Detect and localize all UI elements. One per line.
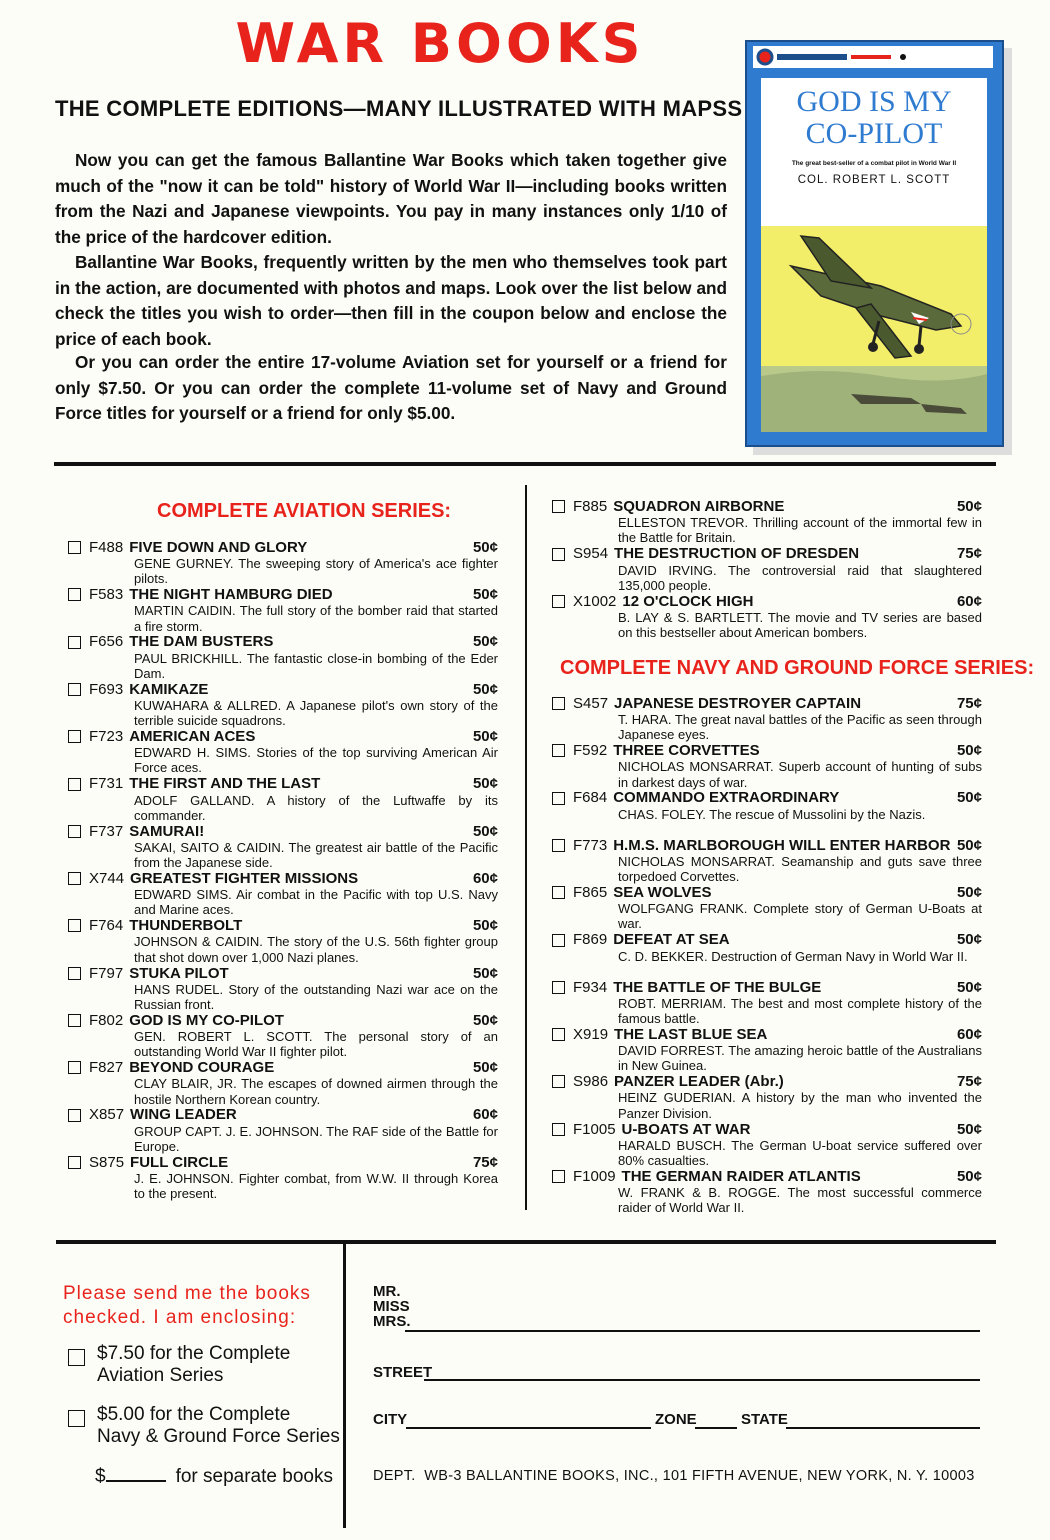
option-navy-line2: Navy & Ground Force Series	[97, 1426, 340, 1447]
book-checkbox[interactable]	[68, 872, 81, 885]
option-aviation-set[interactable]	[68, 1343, 290, 1387]
book-description: T. HARA. The great naval battles of the Pacific as seen through Japanese eyes.	[618, 712, 982, 743]
book-item-x857[interactable]	[68, 1107, 498, 1155]
book-code: S954	[573, 545, 609, 563]
book-description: DAVID FORREST. The amazing heroic battle of the Australians in New Guinea.	[618, 1043, 982, 1074]
book-title: GOD IS MY CO-PILOT	[129, 1011, 284, 1029]
book-price: 60¢	[956, 1025, 982, 1043]
book-price: 75¢	[956, 545, 982, 563]
cover-tagline: The great best-seller of a combat pilot in World War II	[791, 160, 957, 167]
book-description: NICHOLAS MONSARRAT. Seamanship and guts save three torpedoed Corvettes.	[618, 853, 982, 885]
book-checkbox[interactable]	[68, 541, 81, 554]
cover-top-strip	[753, 46, 993, 68]
book-description: B. LAY & S. BARTLETT. The movie and TV series are based on this bestseller about American bombers.	[618, 610, 982, 641]
city-label: CITY	[373, 1411, 408, 1428]
book-description: DAVID IRVING. The controversial raid that slaughtered 135,000 people.	[618, 562, 982, 593]
option-navy-set[interactable]	[68, 1404, 340, 1448]
book-checkbox[interactable]	[68, 1109, 81, 1122]
book-price: 50¢	[956, 884, 982, 902]
book-description: CLAY BLAIR, JR. The escapes of downed airmen through the hostile Northern Korean country.	[134, 1076, 498, 1107]
book-checkbox[interactable]	[68, 636, 81, 649]
book-description: GENE GURNEY. The sweeping story of America's ace fighter pilots.	[134, 556, 498, 587]
book-code: F802	[89, 1011, 124, 1029]
book-code: F684	[573, 789, 608, 807]
book-title: FIVE DOWN AND GLORY	[129, 538, 308, 556]
book-code: F723	[89, 728, 124, 746]
book-description: HEINZ GUDERIAN. A history by the man who invented the Panzer Division.	[618, 1090, 982, 1121]
book-price: 50¢	[956, 978, 982, 996]
book-code: F693	[89, 680, 124, 698]
book-item-f865[interactable]	[552, 884, 982, 932]
book-description: JOHNSON & CAIDIN. The story of the U.S. 56th fighter group that shot down over 1,000 Nazi planes.	[134, 934, 498, 965]
book-checkbox[interactable]	[552, 886, 565, 899]
cover-title: GOD IS MY CO-PILOT	[796, 85, 952, 150]
book-item-f723[interactable]	[68, 728, 498, 776]
book-code: S986	[573, 1073, 609, 1091]
book-checkbox[interactable]	[552, 595, 565, 608]
book-code: F865	[573, 884, 608, 902]
book-code: F592	[573, 742, 608, 760]
book-title: THREE CORVETTES	[613, 742, 760, 760]
navy-set-checkbox[interactable]	[68, 1410, 85, 1427]
book-description: HANS RUDEL. Story of the outstanding Nazi war ace on the Russian front.	[134, 981, 498, 1012]
book-code: F731	[89, 775, 124, 793]
cover-author: COL. ROBERT L. SCOTT	[797, 174, 951, 186]
book-price: 50¢	[472, 1059, 498, 1077]
state-label: STATE	[741, 1411, 788, 1428]
book-item-f583[interactable]	[68, 586, 498, 634]
dollar-sign: $	[95, 1466, 106, 1487]
book-description: GROUP CAPT. J. E. JOHNSON. The RAF side of the Battle for Europe.	[134, 1123, 498, 1154]
book-item-f934[interactable]	[552, 979, 982, 1027]
book-price: 50¢	[956, 1167, 982, 1185]
book-checkbox[interactable]	[552, 548, 565, 561]
book-title: DEFEAT AT SEA	[613, 931, 730, 949]
book-item-f656[interactable]	[68, 634, 498, 682]
book-item-f737[interactable]	[68, 823, 498, 871]
book-title: AMERICAN ACES	[129, 728, 256, 746]
book-checkbox[interactable]	[552, 1123, 565, 1136]
book-code: F934	[573, 978, 608, 996]
book-price: 50¢	[472, 822, 498, 840]
book-description: J. E. JOHNSON. Fighter combat, from W.W. II through Korea to the present.	[134, 1170, 498, 1202]
book-description: C. D. BEKKER. Destruction of German Navy in World War II.	[618, 948, 968, 964]
book-code: F1005	[573, 1120, 616, 1138]
zone-input[interactable]	[695, 1427, 737, 1429]
book-title: U-BOATS AT WAR	[621, 1120, 751, 1138]
book-price: 50¢	[956, 1120, 982, 1138]
state-input[interactable]	[786, 1427, 980, 1429]
book-code: S457	[573, 694, 609, 712]
book-checkbox[interactable]	[552, 744, 565, 757]
book-description: EDWARD SIMS. Air combat in the Pacific with top U.S. Navy and Marine aces.	[134, 887, 498, 918]
book-description: HARALD BUSCH. The German U-boat service suffered over 80% casualties.	[618, 1137, 982, 1168]
book-description: GEN. ROBERT L. SCOTT. The personal story of an outstanding World War II fighter pilot.	[134, 1029, 498, 1060]
book-title: GREATEST FIGHTER MISSIONS	[130, 869, 359, 887]
book-item-s875[interactable]	[68, 1154, 498, 1202]
book-price: 50¢	[472, 775, 498, 793]
book-description: ROBT. MERRIAM. The best and most complete history of the famous battle.	[618, 995, 982, 1027]
book-price: 60¢	[472, 1106, 498, 1124]
book-price: 50¢	[472, 728, 498, 746]
separate-books-label: for separate books	[175, 1466, 333, 1487]
book-checkbox[interactable]	[68, 1156, 81, 1169]
book-description: ELLESTON TREVOR. Thrilling account of the immortal few in the Battle for Britain.	[618, 515, 982, 546]
aviation-series-heading: COMPLETE AVIATION SERIES:	[157, 500, 452, 522]
book-checkbox[interactable]	[552, 500, 565, 513]
book-checkbox[interactable]	[552, 697, 565, 710]
column-divider	[525, 485, 527, 1210]
street-label: STREET	[373, 1364, 433, 1381]
book-title: WING LEADER	[130, 1106, 237, 1124]
book-description: WOLFGANG FRANK. Complete story of German U-Boats at war.	[618, 901, 982, 932]
book-checkbox[interactable]	[68, 683, 81, 696]
street-input[interactable]	[424, 1379, 980, 1381]
book-price: 50¢	[956, 931, 982, 949]
book-item-f731[interactable]	[68, 776, 498, 824]
intro-paragraph-1: Now you can get the famous Ballantine War Books which taken together give much of the "now it can be told" history of World War II—including books written from the Nazi and Japanese viewpoints. You pay in many instances only 1/10 of the price of the hardcover edition.	[55, 150, 727, 247]
book-description: SAKAI, SAITO & CAIDIN. The greatest air battle of the Pacific from the Japanese side.	[134, 839, 498, 871]
book-description: KUWAHARA & ALLRED. A Japanese pilot's own story of the terrible suicide squadrons.	[134, 697, 498, 729]
book-code: F764	[89, 917, 124, 935]
book-title: THE DESTRUCTION OF DRESDEN	[614, 545, 860, 563]
book-title: KAMIKAZE	[129, 680, 209, 698]
book-item-f592[interactable]	[552, 742, 982, 790]
book-checkbox[interactable]	[552, 981, 565, 994]
header-divider	[54, 462, 996, 466]
book-price: 50¢	[956, 742, 982, 760]
book-title: THE GERMAN RAIDER ATLANTIS	[621, 1167, 861, 1185]
book-price: 75¢	[956, 694, 982, 712]
book-price: 75¢	[472, 1153, 498, 1171]
book-checkbox[interactable]	[68, 588, 81, 601]
book-item-f1009[interactable]	[552, 1168, 982, 1216]
book-checkbox[interactable]	[68, 1014, 81, 1027]
cover-title-panel	[761, 78, 987, 226]
book-title: THE LAST BLUE SEA	[614, 1025, 768, 1043]
book-checkbox[interactable]	[68, 730, 81, 743]
amount-blank[interactable]	[106, 1480, 166, 1482]
book-item-f797[interactable]	[68, 965, 498, 1013]
book-title: THE NIGHT HAMBURG DIED	[129, 586, 333, 604]
book-code: F737	[89, 822, 124, 840]
publisher-logo-icon	[753, 46, 993, 68]
book-title: SQUADRON AIRBORNE	[613, 497, 785, 515]
book-item-s457[interactable]	[552, 695, 982, 743]
page-title: WAR BOOKS	[235, 12, 645, 75]
book-description: MARTIN CAIDIN. The full story of the bomber raid that started a fire storm.	[134, 603, 498, 634]
book-checkbox[interactable]	[552, 1075, 565, 1088]
book-description: ADOLF GALLAND. A history of the Luftwaffe by its commander.	[134, 792, 498, 823]
book-checkbox[interactable]	[68, 967, 81, 980]
book-title: THUNDERBOLT	[129, 917, 243, 935]
intro-paragraph-2: Ballantine War Books, frequently written by the men who themselves took part in the action, are documented with photos and maps. Look over the list below and check the titles you wish to order—then fill in the coupon below and enclose the price of each book.	[55, 252, 727, 349]
book-item-x919[interactable]	[552, 1026, 982, 1074]
book-item-x744[interactable]	[68, 870, 498, 918]
book-checkbox[interactable]	[68, 825, 81, 838]
book-title: SAMURAI!	[129, 822, 205, 840]
book-description: EDWARD H. SIMS. Stories of the top surviving American Air Force aces.	[134, 745, 498, 776]
book-price: 50¢	[472, 633, 498, 651]
book-checkbox[interactable]	[552, 934, 565, 947]
coupon-prompt: Please send me the books checked. I am enclosing:	[63, 1283, 311, 1328]
book-title: JAPANESE DESTROYER CAPTAIN	[614, 694, 862, 712]
book-code: F869	[573, 931, 608, 949]
book-title: 12 O'CLOCK HIGH	[622, 592, 754, 610]
name-input[interactable]	[405, 1330, 980, 1332]
book-price: 50¢	[472, 586, 498, 604]
book-item-f684[interactable]	[552, 790, 982, 822]
book-checkbox[interactable]	[552, 792, 565, 805]
book-price: 50¢	[472, 917, 498, 935]
page-subtitle: THE COMPLETE EDITIONS—MANY ILLUSTRATED WITH MAPSS	[55, 96, 743, 121]
book-item-f773[interactable]	[552, 837, 982, 885]
book-item-s986[interactable]	[552, 1073, 982, 1121]
book-code: X857	[89, 1106, 125, 1124]
book-title: THE FIRST AND THE LAST	[129, 775, 321, 793]
coupon-column-divider	[343, 1243, 346, 1528]
option-aviation-line1: $7.50 for the Complete	[97, 1343, 291, 1364]
book-title: COMMANDO EXTRAORDINARY	[613, 789, 840, 807]
book-code: F656	[89, 633, 124, 651]
book-title: THE BATTLE OF THE BULGE	[613, 978, 822, 996]
book-price: 50¢	[956, 497, 982, 515]
book-item-f693[interactable]	[68, 681, 498, 729]
book-cover-illustration	[745, 40, 1004, 447]
book-code: F583	[89, 586, 124, 604]
aviation-set-checkbox[interactable]	[68, 1349, 85, 1366]
book-code: F797	[89, 964, 124, 982]
book-code: S875	[89, 1153, 125, 1171]
book-price: 50¢	[956, 789, 982, 807]
book-description: CHAS. FOLEY. The rescue of Mussolini by the Nazis.	[618, 806, 926, 822]
book-title: STUKA PILOT	[129, 964, 229, 982]
book-checkbox[interactable]	[68, 919, 81, 932]
book-code: F827	[89, 1059, 124, 1077]
book-price: 60¢	[956, 592, 982, 610]
book-price: 50¢	[472, 680, 498, 698]
book-code: F885	[573, 497, 608, 515]
city-input[interactable]	[406, 1427, 651, 1429]
option-aviation-line2: Aviation Series	[97, 1365, 224, 1386]
book-price: 60¢	[472, 869, 498, 887]
coupon-divider	[56, 1240, 996, 1244]
book-item-f885[interactable]	[552, 498, 982, 546]
book-price: 50¢	[956, 836, 982, 854]
book-title: FULL CIRCLE	[130, 1153, 229, 1171]
book-checkbox[interactable]	[552, 1028, 565, 1041]
book-item-f1005[interactable]	[552, 1121, 982, 1169]
book-item-f802[interactable]	[68, 1012, 498, 1060]
separate-books-field[interactable]	[95, 1466, 333, 1488]
book-checkbox[interactable]	[552, 839, 565, 852]
book-item-x1002[interactable]	[552, 593, 982, 641]
book-price: 75¢	[956, 1073, 982, 1091]
book-checkbox[interactable]	[68, 1061, 81, 1074]
book-item-f827[interactable]	[68, 1059, 498, 1107]
book-title: THE DAM BUSTERS	[129, 633, 274, 651]
book-item-f764[interactable]	[68, 917, 498, 965]
book-item-f869[interactable]	[552, 932, 982, 964]
zone-label: ZONE	[655, 1411, 697, 1428]
intro-paragraph-3: Or you can order the entire 17-volume Aviation set for yourself or a friend for only $7.50. Or you can order the complete 11-volume set of Navy and Ground Force titles for yourself or a friend for only $5.00.	[55, 352, 727, 424]
book-code: F1009	[573, 1167, 616, 1185]
navy-series-heading: COMPLETE NAVY AND GROUND FORCE SERIES:	[560, 657, 1035, 679]
option-navy-line1: $5.00 for the Complete	[97, 1404, 291, 1425]
book-code: F773	[573, 836, 608, 854]
book-code: X1002	[573, 592, 617, 610]
book-code: X919	[573, 1025, 609, 1043]
book-checkbox[interactable]	[68, 778, 81, 791]
book-item-s954[interactable]	[552, 546, 982, 594]
book-title: H.M.S. MARLBOROUGH WILL ENTER HARBOR	[613, 836, 951, 854]
book-checkbox[interactable]	[552, 1170, 565, 1183]
book-title: BEYOND COURAGE	[129, 1059, 275, 1077]
publisher-address: DEPT. WB-3 BALLANTINE BOOKS, INC., 101 FIFTH AVENUE, NEW YORK, N. Y. 10003	[373, 1468, 975, 1484]
book-description: PAUL BRICKHILL. The fantastic close-in bombing of the Eder Dam.	[134, 650, 498, 681]
book-description: W. FRANK & B. ROGGE. The most successful commerce raider of World War II.	[618, 1185, 982, 1216]
fighter-plane-illustration	[761, 226, 987, 432]
book-title: PANZER LEADER (Abr.)	[614, 1073, 784, 1091]
book-price: 50¢	[472, 538, 498, 556]
book-title: SEA WOLVES	[613, 884, 712, 902]
salutation-labels: MR. MISS MRS.	[373, 1283, 411, 1330]
book-code: X744	[89, 869, 125, 887]
book-description: NICHOLAS MONSARRAT. Superb account of hunting of subs in darkest days of war.	[618, 759, 982, 790]
book-price: 50¢	[472, 1011, 498, 1029]
book-price: 50¢	[472, 964, 498, 982]
book-item-f488[interactable]	[68, 539, 498, 587]
book-code: F488	[89, 538, 124, 556]
